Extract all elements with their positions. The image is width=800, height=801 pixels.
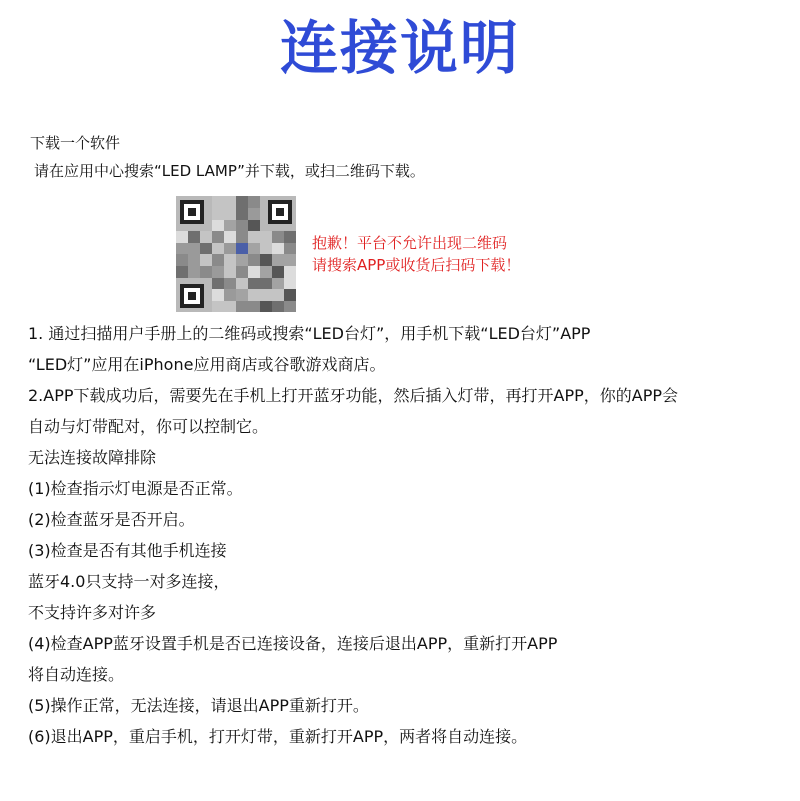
qr-module: [272, 266, 284, 278]
qr-module: [212, 219, 224, 231]
qr-module: [248, 196, 260, 208]
qr-module: [260, 289, 272, 301]
qr-module: [236, 242, 248, 254]
qr-module: [224, 289, 236, 301]
qr-module: [236, 266, 248, 278]
qr-module: [272, 300, 284, 312]
qr-finder-pattern: [268, 200, 292, 224]
qr-module: [224, 254, 236, 266]
instruction-line: 不支持许多对许多: [28, 603, 157, 622]
qr-module: [248, 208, 260, 220]
qr-module: [248, 300, 260, 312]
qr-module: [284, 289, 296, 301]
instruction-line: 2.APP下载成功后，需要先在手机上打开蓝牙功能，然后插入灯带，再打开APP，你的APP会: [28, 386, 678, 405]
qr-module: [212, 300, 224, 312]
qr-module: [236, 277, 248, 289]
qr-code-image: [176, 196, 296, 312]
instruction-line: 自动与灯带配对，你可以控制它。: [28, 417, 269, 436]
qr-module: [284, 254, 296, 266]
qr-finder-pattern: [180, 200, 204, 224]
qr-module: [176, 231, 188, 243]
qr-module: [224, 196, 236, 208]
qr-module: [224, 242, 236, 254]
instruction-line: (1)检查指示灯电源是否正常。: [28, 479, 243, 498]
qr-module: [236, 208, 248, 220]
qr-module: [212, 277, 224, 289]
qr-module: [260, 242, 272, 254]
qr-notice-line: 抱歉！平台不允许出现二维码: [312, 234, 508, 252]
instruction-line: (2)检查蓝牙是否开启。: [28, 510, 195, 529]
qr-module: [236, 231, 248, 243]
qr-module: [212, 208, 224, 220]
qr-module: [224, 231, 236, 243]
instruction-line: (5)操作正常，无法连接，请退出APP重新打开。: [28, 696, 369, 715]
qr-module: [248, 242, 260, 254]
qr-module: [248, 277, 260, 289]
qr-module: [212, 266, 224, 278]
qr-module: [200, 231, 212, 243]
qr-notice: [312, 232, 520, 276]
qr-module: [272, 277, 284, 289]
qr-module: [284, 277, 296, 289]
page-title: 连接说明: [279, 14, 520, 82]
qr-module: [260, 231, 272, 243]
qr-module: [188, 266, 200, 278]
instruction-line: (4)检查APP蓝牙设置手机是否已连接设备，连接后退出APP，重新打开APP: [28, 634, 558, 653]
troubleshooting-heading: 无法连接故障排除: [28, 448, 157, 467]
qr-module: [260, 254, 272, 266]
qr-module: [224, 300, 236, 312]
qr-module: [236, 254, 248, 266]
qr-module: [284, 300, 296, 312]
qr-module: [248, 231, 260, 243]
qr-module: [248, 289, 260, 301]
qr-module: [248, 254, 260, 266]
qr-notice-line: 请搜索APP或收货后扫码下载！: [312, 256, 521, 274]
qr-module: [284, 242, 296, 254]
instruction-line: 蓝牙4.0只支持一对多连接，: [28, 572, 230, 591]
qr-module: [200, 242, 212, 254]
qr-module: [236, 300, 248, 312]
instruction-line: (6)退出APP，重启手机，打开灯带，重新打开APP，两者将自动连接。: [28, 727, 528, 746]
qr-module: [224, 219, 236, 231]
qr-module: [188, 242, 200, 254]
qr-module: [260, 266, 272, 278]
qr-module: [272, 254, 284, 266]
qr-module: [272, 231, 284, 243]
qr-module: [248, 266, 260, 278]
qr-module: [200, 254, 212, 266]
qr-module: [188, 231, 200, 243]
qr-module: [236, 196, 248, 208]
instruction-line: (3)检查是否有其他手机连接: [28, 541, 227, 560]
download-instruction: 请在应用中心搜索“LED LAMP”并下载，或扫二维码下载。: [34, 162, 425, 180]
qr-module: [212, 242, 224, 254]
qr-module: [272, 242, 284, 254]
instruction-line: “LED灯”应用在iPhone应用商店或谷歌游戏商店。: [28, 355, 386, 374]
qr-module: [224, 277, 236, 289]
qr-module: [224, 208, 236, 220]
qr-module: [212, 231, 224, 243]
qr-module: [236, 289, 248, 301]
qr-module: [284, 266, 296, 278]
qr-module: [176, 254, 188, 266]
qr-module: [260, 277, 272, 289]
qr-module: [272, 289, 284, 301]
qr-module: [200, 266, 212, 278]
qr-module: [260, 300, 272, 312]
qr-module: [212, 196, 224, 208]
qr-module: [224, 266, 236, 278]
qr-module: [248, 219, 260, 231]
qr-module: [188, 254, 200, 266]
qr-module: [176, 242, 188, 254]
download-heading: 下载一个软件: [30, 134, 121, 152]
qr-module: [236, 219, 248, 231]
qr-module: [212, 254, 224, 266]
qr-module: [284, 231, 296, 243]
instruction-line: 将自动连接。: [28, 665, 125, 684]
qr-module: [176, 266, 188, 278]
qr-module: [212, 289, 224, 301]
instruction-line: 1. 通过扫描用户手册上的二维码或搜索“LED台灯”，用手机下载“LED台灯”APP: [28, 324, 591, 343]
instructions-body: [28, 322, 678, 756]
qr-finder-pattern: [180, 284, 204, 308]
